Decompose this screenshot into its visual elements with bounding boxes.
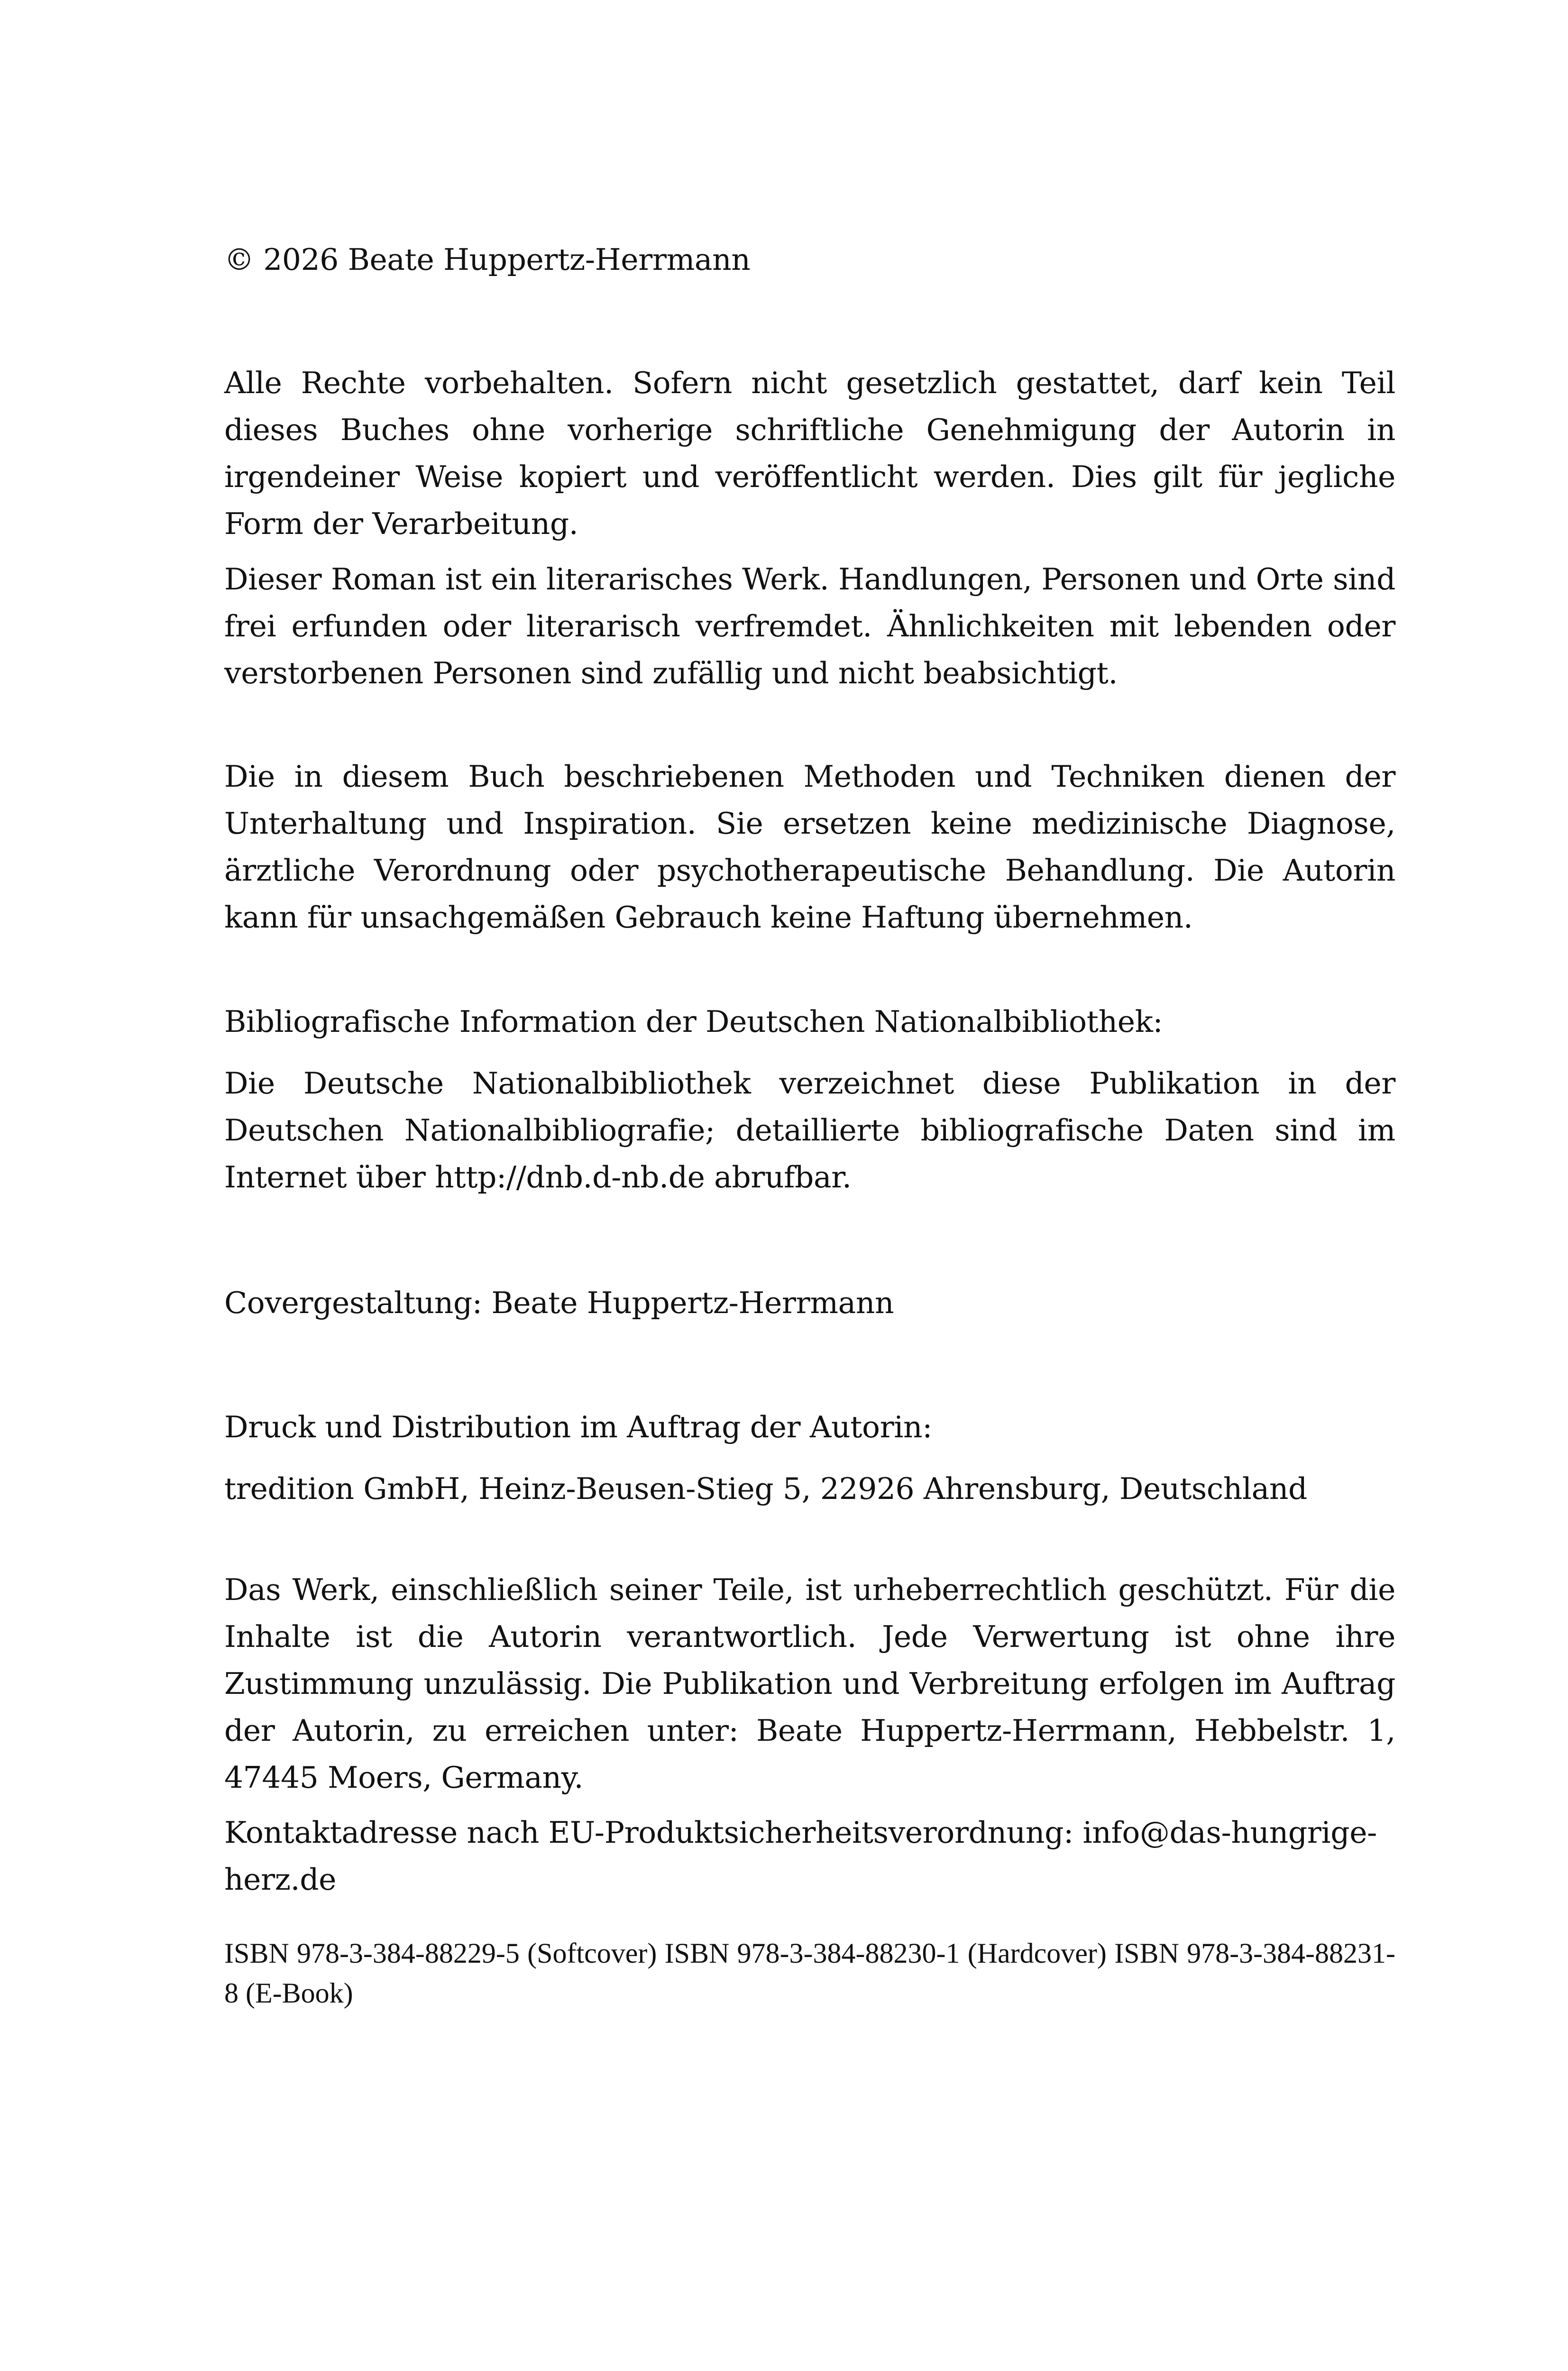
rights-notice: Alle Rechte vorbehalten. Sofern nicht gesetzlich gestattet, darf kein Teil dieses Buches ohne vorherige schriftliche Genehmigung der Autorin in irgendeiner Weise kopiert und veröffentlicht werden. Dies gilt für jegliche Form der Verarbeitung. — [224, 366, 1395, 541]
print-heading: Druck und Distribution im Auftrag der Autorin: — [224, 1410, 933, 1444]
cover-design-credit: Covergestaltung: Beate Huppertz-Herrmann — [224, 1286, 894, 1320]
bibliography-heading: Bibliografische Information der Deutschen Nationalbibliothek: — [224, 1004, 1163, 1039]
copyright-notice: Das Werk, einschließlich seiner Teile, ist urheberrechtlich geschützt. Für die Inhalte ist die Autorin verantwortlich. Jede Verwertung ist ohne ihre Zustimmung unzulässig. Die Publikation und Verbreitung erfolgen im Auftrag der Autorin, zu erreichen unter: Beate Huppertz-Herrmann, Hebbelstr. 1, 47445 Moers, Germany. — [224, 1572, 1395, 1795]
isbn-line: ISBN 978-3-384-88229-5 (Softcover) ISBN 978-3-384-88230-1 (Hardcover) ISBN 978-3-384-88231-8 (E-Book) — [224, 1938, 1395, 2009]
fiction-disclaimer: Dieser Roman ist ein literarisches Werk. Handlungen, Personen und Orte sind frei erfunden oder literarisch verfremdet. Ähnlichkeiten mit lebenden oder verstorbenen Personen sind zufällig und nicht beabsichtigt. — [224, 562, 1395, 690]
bibliography-text: Die Deutsche Nationalbibliothek verzeichnet diese Publikation in der Deutschen Nationalbibliografie; detaillierte bibliografische Daten sind im Internet über http://dnb.d-nb.de abrufbar. — [224, 1066, 1395, 1195]
contact-address: Kontaktadresse nach EU-Produktsicherheitsverordnung: info@das-hungrige-herz.de — [224, 1815, 1377, 1897]
copyright-line: © 2026 Beate Huppertz-Herrmann — [224, 242, 751, 277]
publisher-address: tredition GmbH, Heinz-Beusen-Stieg 5, 22926 Ahrensburg, Deutschland — [224, 1471, 1307, 1506]
medical-disclaimer: Die in diesem Buch beschriebenen Methoden und Techniken dienen der Unterhaltung und Inspiration. Sie ersetzen keine medizinische Diagnose, ärztliche Verordnung oder psychotherapeutische Behandlung. Die Autorin kann für unsachgemäßen Gebrauch keine Haftung übernehmen. — [224, 759, 1395, 935]
